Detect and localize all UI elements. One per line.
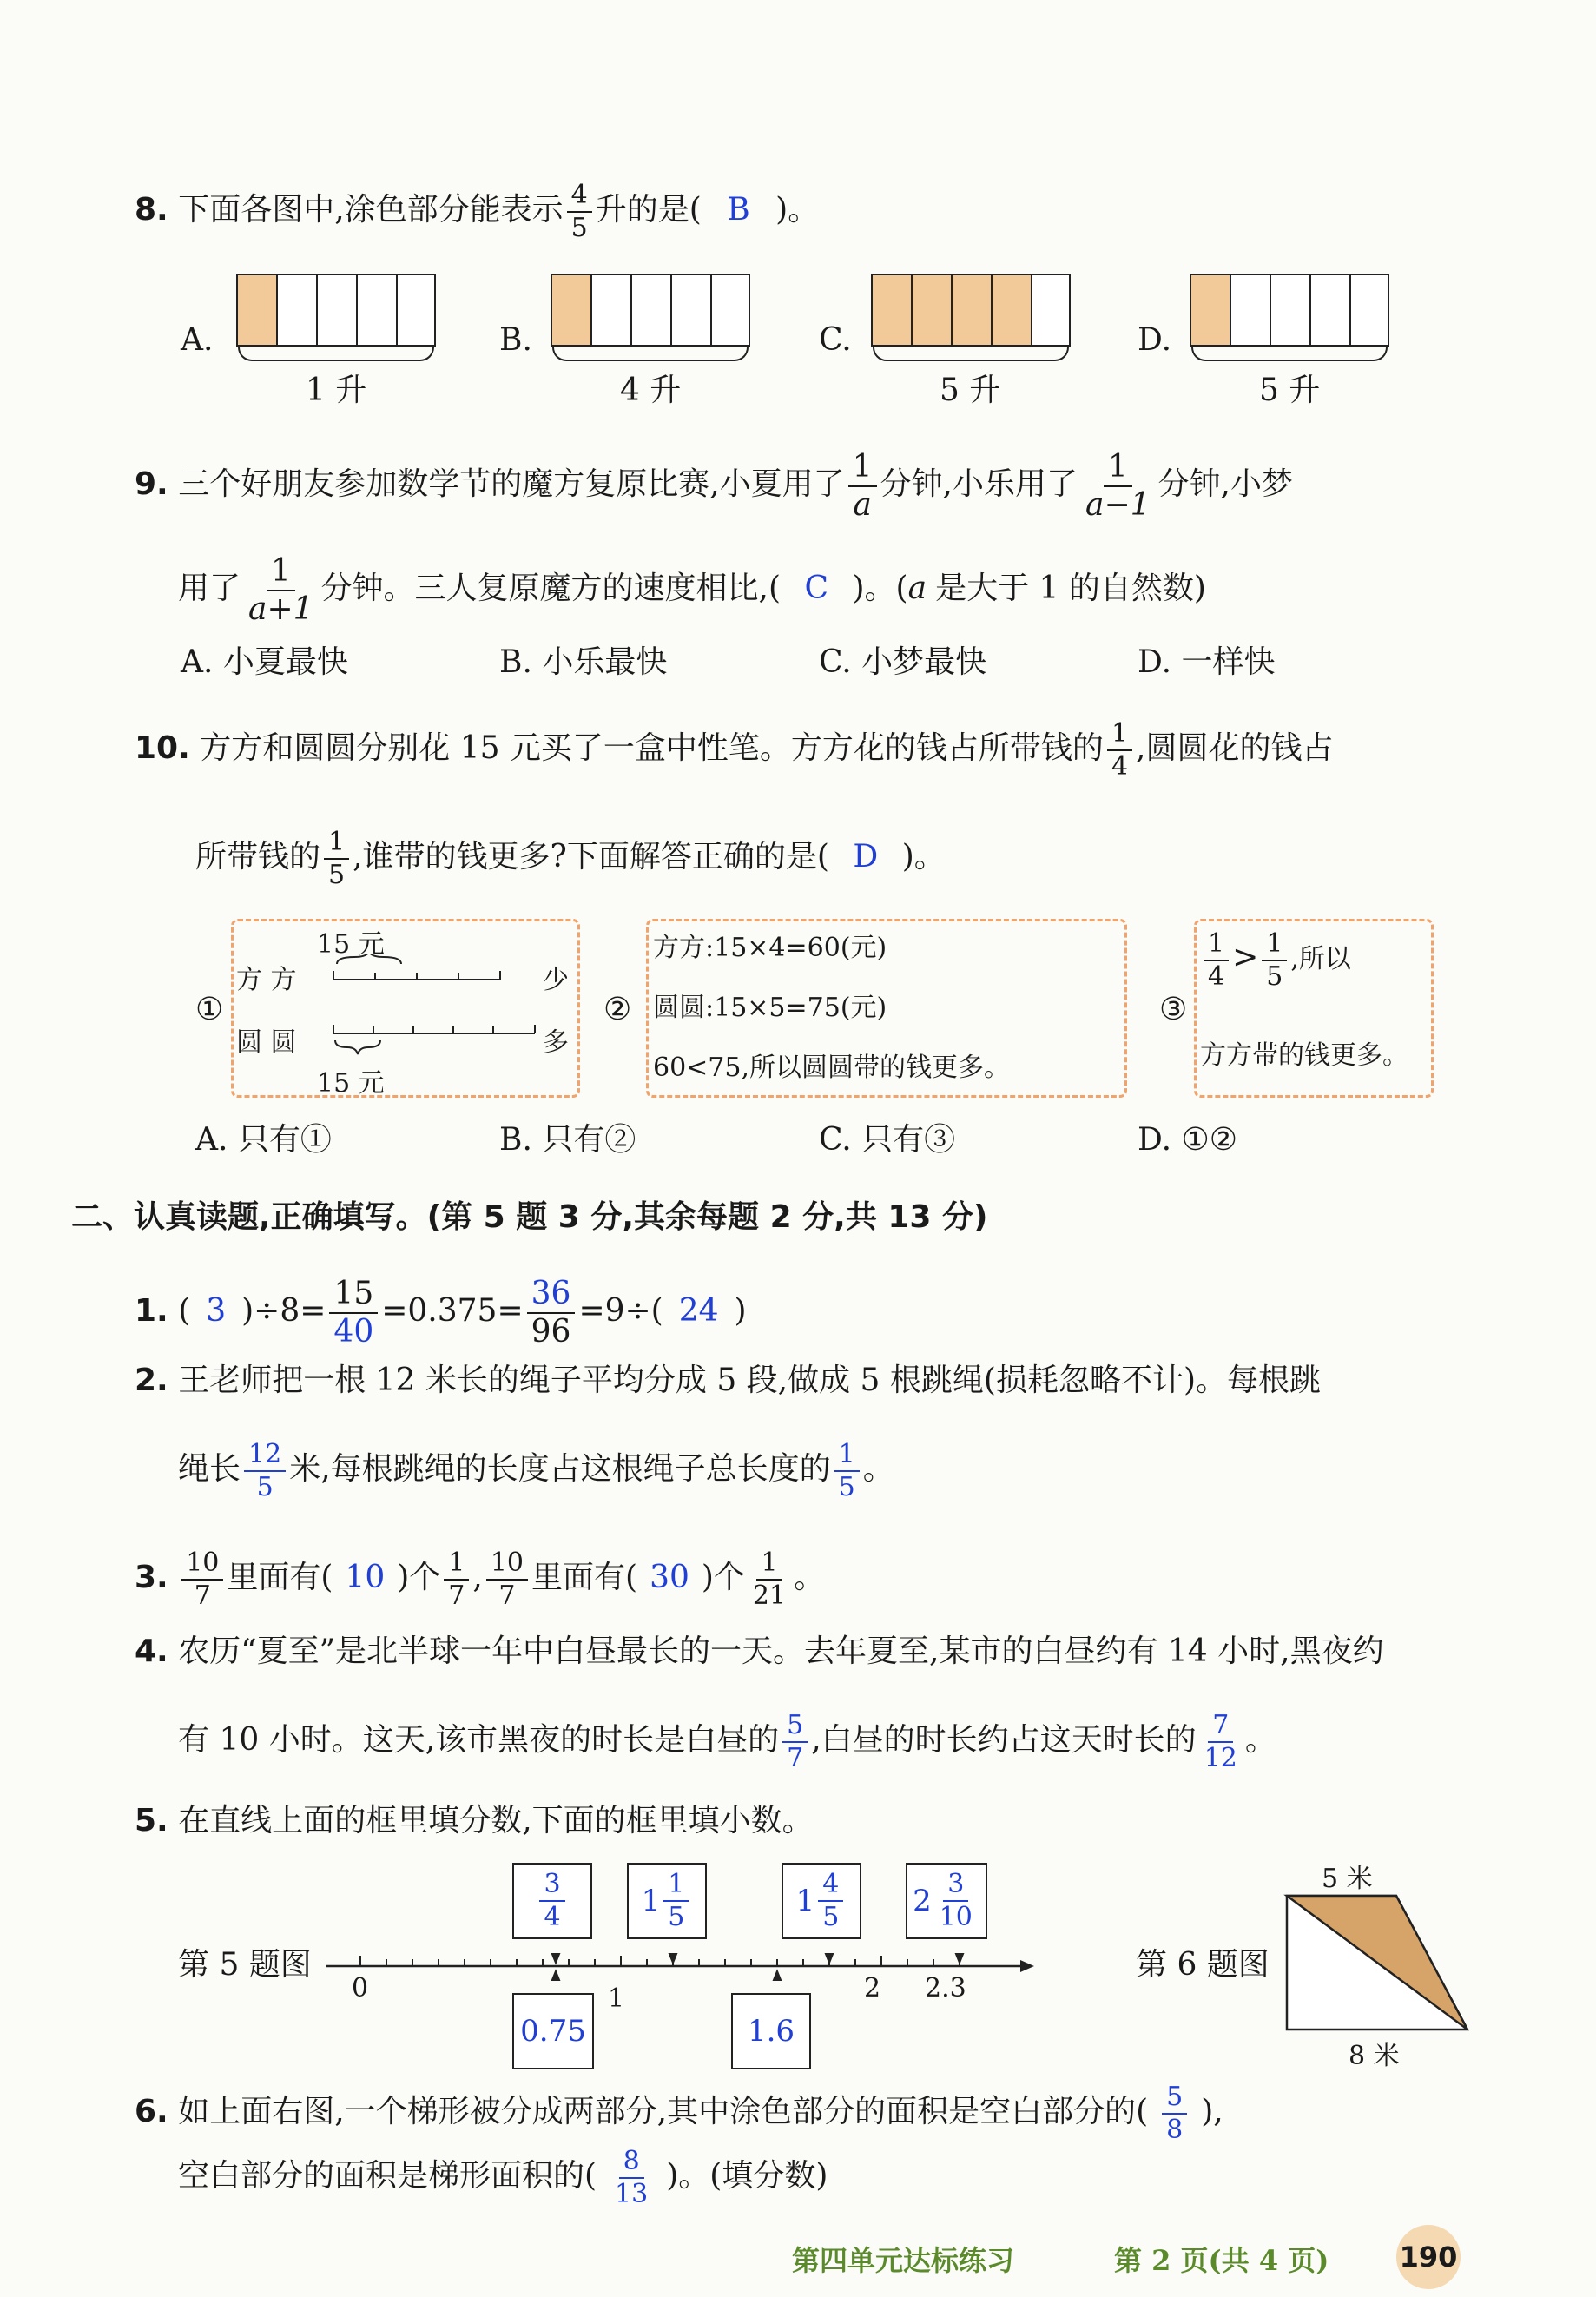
q8-option-c-label: C. <box>819 322 852 358</box>
frac-den: 4 <box>1111 751 1129 782</box>
f2-number: 2. <box>135 1363 168 1398</box>
f5-number: 5. <box>135 1803 168 1838</box>
tick-label-1: 1 <box>608 1983 625 2014</box>
q9-frac-2 <box>1081 449 1155 523</box>
f6-line1 <box>135 2084 1223 2143</box>
f3-frac-b <box>444 1550 469 1609</box>
f1-answer-2[interactable]: 24 <box>678 1293 719 1329</box>
bar-cell <box>358 275 398 345</box>
q9-number: 9. <box>135 466 168 502</box>
f1-eq-1: =0.375= <box>381 1293 524 1329</box>
f6-text-1b: ), <box>1201 2094 1223 2129</box>
q10-line1 <box>135 718 1334 782</box>
section-2-title: 二、认真读题,正确填写。(第 5 题 3 分,其余每题 2 分,共 13 分) <box>71 1199 988 1235</box>
f3-text-6: 。 <box>794 1560 826 1595</box>
q10-number: 10. <box>135 730 190 766</box>
frac-den: 5 <box>822 1902 840 1932</box>
f2-text-2a: 绳长 <box>178 1451 241 1487</box>
number-line-pointer <box>774 1971 781 1980</box>
frac-num: 7 <box>1208 1713 1233 1743</box>
q8-option-b-bar <box>551 274 750 347</box>
f5-top-box-2[interactable] <box>627 1863 707 1939</box>
q9-var: a <box>907 571 927 606</box>
frac-den: 10 <box>939 1902 973 1932</box>
frac-den: 7 <box>448 1581 465 1611</box>
f3-number: 3. <box>135 1560 168 1595</box>
q10-line2 <box>195 829 946 888</box>
frac-den: 5 <box>328 860 346 890</box>
q10-box3-mark: ③ <box>1159 992 1188 1027</box>
bar-cell <box>278 275 318 345</box>
q10-box3-line2: 方方带的钱更多。 <box>1200 1040 1408 1071</box>
q8-frac-den: 5 <box>570 213 588 243</box>
number-line-pointer <box>552 1954 559 1963</box>
q8-frac-num: 4 <box>567 182 592 213</box>
f3-frac-d <box>749 1550 790 1609</box>
q8-option-a-label: A. <box>181 322 214 358</box>
number-line-pointer <box>826 1954 833 1963</box>
bar-cell-filled <box>873 275 913 345</box>
trapezoid-figure <box>1282 1889 1481 2036</box>
bar-cell-filled <box>1191 275 1231 345</box>
mixed-frac <box>539 1871 564 1931</box>
frac-num: 15 <box>329 1278 378 1314</box>
mixed-whole: 1 <box>641 1884 661 1918</box>
q10-box2-mark: ② <box>603 992 632 1027</box>
f2-text-1: 王老师把一根 12 米长的绳子平均分成 5 段,做成 5 根跳绳(损耗忽略不计)。每根跳 <box>178 1363 1321 1398</box>
f4-text-2c: 。 <box>1244 1722 1276 1758</box>
mixed-frac <box>935 1871 977 1931</box>
frac-num: 3 <box>539 1871 564 1902</box>
q8-option-c-brace <box>873 347 1069 361</box>
frac-den: 12 <box>1204 1743 1237 1773</box>
q8-text-c: )。 <box>775 192 820 228</box>
q9-line1 <box>135 449 1293 523</box>
frac-den: 8 <box>1166 2115 1184 2145</box>
f4-number: 4. <box>135 1634 168 1669</box>
q8-option-c-bar <box>871 274 1071 347</box>
frac-den: 4 <box>1208 961 1225 992</box>
frac-num: 1 <box>1104 452 1132 487</box>
tick-label-2-3: 2.3 <box>925 1973 966 2003</box>
q9-text-d: 用了 <box>178 571 241 606</box>
q10-box3-frac-b <box>1262 928 1287 992</box>
f4-text-2b: ,白昼的时长约占这天时长的 <box>811 1722 1197 1758</box>
q10-frac-1 <box>1107 718 1132 782</box>
frac-den: 4 <box>544 1902 561 1932</box>
bar-cell <box>398 275 434 345</box>
greater-than-sign: > <box>1232 940 1259 975</box>
f4-line2 <box>178 1710 1276 1773</box>
f2-text-2b: 米,每根跳绳的长度占这根绳子总长度的 <box>289 1451 831 1487</box>
q9-line2 <box>178 553 1206 627</box>
frac-num: 1 <box>756 1550 782 1581</box>
f5-text: 在直线上面的框里填分数,下面的框里填小数。 <box>178 1803 814 1838</box>
q10-box3-compare <box>1200 928 1351 992</box>
f3-text-4: 里面有( <box>531 1560 638 1595</box>
f5-bottom-box-1[interactable]: 0.75 <box>512 1993 594 2069</box>
f3-line <box>135 1550 825 1609</box>
bar-cell <box>1351 275 1388 345</box>
q9-option-b[interactable]: B. 小乐最快 <box>499 644 668 680</box>
f3-text-3: , <box>472 1560 483 1595</box>
q10-frac-2 <box>324 829 349 888</box>
q10-box1-mark: ① <box>195 992 224 1027</box>
bar-cell <box>672 275 712 345</box>
number-line-pointer <box>552 1971 559 1980</box>
frac-den: 5 <box>838 1472 855 1502</box>
frac-den: a <box>853 487 872 523</box>
bar-cell <box>1271 275 1311 345</box>
frac-den: 7 <box>194 1581 211 1611</box>
f3-frac-a <box>181 1550 223 1609</box>
tick-label-0: 0 <box>352 1973 369 2003</box>
frac-den: 7 <box>498 1581 516 1611</box>
f2-answer-frac-b[interactable] <box>834 1439 860 1502</box>
mixed-frac <box>663 1871 689 1931</box>
q10-answer[interactable]: D <box>853 839 879 875</box>
frac-num: 12 <box>244 1442 286 1472</box>
frac-num: 1 <box>663 1871 689 1902</box>
bar-cell <box>1231 275 1271 345</box>
bar-cell-filled <box>993 275 1032 345</box>
q10-option-b[interactable]: B. 只有② <box>499 1122 636 1158</box>
frac-num: 1 <box>1204 931 1229 961</box>
trapezoid-top-length: 5 米 <box>1322 1864 1373 1894</box>
frac-num: 1 <box>444 1550 469 1581</box>
frac-num: 1 <box>1262 931 1287 961</box>
q10-option-c[interactable]: C. 只有③ <box>819 1122 956 1158</box>
frac-den: 13 <box>615 2179 649 2209</box>
f5-line <box>135 1799 814 1843</box>
q9-text-a: 三个好朋友参加数学节的魔方复原比赛,小夏用了 <box>178 466 845 502</box>
ticks-yuanyuan <box>333 1025 535 1033</box>
brace-top <box>337 954 401 964</box>
bar-cell <box>318 275 358 345</box>
q8-option-b-brace <box>552 347 749 361</box>
q8-text-b: 升的是( <box>595 192 702 228</box>
f3-text-5: )个 <box>701 1560 745 1595</box>
bar-cell <box>1032 275 1069 345</box>
f1-answer-den[interactable]: 40 <box>333 1314 374 1350</box>
q9-text-b: 分钟,小乐用了 <box>880 466 1078 502</box>
f1-answer-num[interactable]: 36 <box>527 1278 576 1314</box>
number-line-pointer <box>956 1954 963 1963</box>
bar-cell <box>712 275 749 345</box>
f5-bottom-box-2[interactable]: 1.6 <box>731 1993 811 2069</box>
f6-answer-frac-a[interactable] <box>1162 2084 1187 2143</box>
f6-line2 <box>178 2148 828 2208</box>
f1-frac-a <box>329 1278 378 1348</box>
frac-den: a+1 <box>248 591 313 627</box>
frac-num: 5 <box>1162 2084 1187 2115</box>
q10-box3-frac-a <box>1204 928 1229 992</box>
frac-num: 1 <box>848 452 877 487</box>
q8-option-c-caption: 5 升 <box>940 373 1001 408</box>
q10-box2-line2: 圆圆:15×5=75(元) <box>653 993 887 1023</box>
q10-option-a[interactable]: A. 只有① <box>195 1122 332 1158</box>
q10-text-c: 所带钱的 <box>195 839 321 875</box>
f1-eq-2: =9÷( <box>578 1293 663 1329</box>
mixed-whole: 1 <box>795 1884 815 1918</box>
f5-fig-label: 第 5 题图 <box>178 1947 312 1983</box>
q10-box1-diagram <box>330 954 538 1066</box>
q9-text-f: )。( <box>852 571 908 606</box>
f1-number: 1. <box>135 1293 168 1329</box>
frac-num: 4 <box>818 1871 843 1902</box>
frac-num: 1 <box>1107 721 1132 751</box>
q8-text-a: 下面各图中,涂色部分能表示 <box>178 192 564 228</box>
q8-stem <box>135 182 819 241</box>
q9-option-c[interactable]: C. 小梦最快 <box>819 644 987 680</box>
f3-text-2: )个 <box>397 1560 441 1595</box>
f5-top-box-3[interactable] <box>782 1863 861 1939</box>
brace-bottom <box>335 1040 380 1054</box>
f3-frac-c <box>486 1550 528 1609</box>
f3-answer-1[interactable]: 10 <box>345 1560 386 1595</box>
number-line-pointer <box>669 1954 676 1963</box>
f4-line1 <box>135 1630 1384 1673</box>
f1-frac-b <box>527 1278 576 1348</box>
q8-answer[interactable]: B <box>727 192 750 228</box>
f1-line <box>135 1278 747 1348</box>
mixed-whole: 2 <box>913 1884 932 1918</box>
page-number-badge: 190 <box>1396 2225 1461 2289</box>
trapezoid-bottom-length: 8 米 <box>1349 2041 1400 2071</box>
frac-num: 1 <box>267 556 295 591</box>
f6-answer-frac-b[interactable] <box>610 2148 652 2208</box>
q8-option-b-caption: 4 升 <box>620 373 682 408</box>
q9-text-e: 分钟。三人复原魔方的速度相比,( <box>320 571 782 606</box>
frac-den: 5 <box>256 1472 274 1502</box>
q8-option-d-brace <box>1191 347 1388 361</box>
frac-den: a−1 <box>1085 487 1151 523</box>
q9-text-c: 分钟,小梦 <box>1157 466 1293 502</box>
q10-text-a: 方方和圆圆分别花 15 元买了一盒中性笔。方方花的钱占所带钱的 <box>200 730 1104 766</box>
q8-option-a-bar <box>236 274 436 347</box>
q10-box1-top-label: 15 元 <box>317 929 385 960</box>
f1-paren-open: ( <box>178 1293 191 1329</box>
frac-num: 1 <box>324 829 349 860</box>
frac-num: 8 <box>619 2148 644 2179</box>
q8-option-b-label: B. <box>499 322 532 358</box>
bar-cell-filled <box>913 275 953 345</box>
q8-option-d-caption: 5 升 <box>1259 373 1321 408</box>
frac-num: 10 <box>486 1550 528 1581</box>
bar-cell <box>632 275 672 345</box>
footer-page: 第 2 页(共 4 页) <box>1114 2244 1329 2277</box>
f2-text-2c: 。 <box>862 1451 894 1487</box>
f6-number: 6. <box>135 2094 168 2129</box>
q9-option-a[interactable]: A. 小夏最快 <box>181 644 348 680</box>
q8-fraction <box>567 182 592 241</box>
q10-text-b: ,圆圆花的钱占 <box>1136 730 1334 766</box>
q10-text-e: )。 <box>901 839 946 875</box>
f4-text-2a: 有 10 小时。这天,该市黑夜的时长是白昼的 <box>178 1722 780 1758</box>
q8-option-a-caption: 1 升 <box>306 373 367 408</box>
q9-frac-3 <box>244 553 318 627</box>
bar-cell-filled <box>953 275 993 345</box>
f5-top-box-4[interactable] <box>906 1863 987 1939</box>
f3-answer-2[interactable]: 30 <box>650 1560 689 1595</box>
q8-option-d-bar <box>1190 274 1389 347</box>
q9-answer[interactable]: C <box>804 571 829 606</box>
ticks-fangfang <box>333 971 500 980</box>
f6-text-1a: 如上面右图,一个梯形被分成两部分,其中涂色部分的面积是空白部分的( <box>178 2094 1149 2129</box>
f4-answer-frac-b[interactable] <box>1200 1710 1242 1773</box>
bar-cell-filled <box>552 275 592 345</box>
q10-box1-row2: 圆 圆 <box>236 1027 297 1058</box>
tick-label-2: 2 <box>864 1973 881 2003</box>
f1-paren-close: ) <box>734 1293 747 1329</box>
f1-div-8: )÷8= <box>241 1293 326 1329</box>
frac-den: 21 <box>752 1581 787 1611</box>
q10-box1-more: 多 <box>543 1027 569 1058</box>
bar-cell-filled <box>238 275 278 345</box>
q8-option-a-brace <box>238 347 434 361</box>
frac-num: 3 <box>943 1871 968 1902</box>
bar-cell <box>1311 275 1351 345</box>
frac-den: 5 <box>1266 961 1283 992</box>
q9-frac-1 <box>848 449 877 523</box>
number-line-arrow <box>1020 1960 1034 1972</box>
q9-option-d[interactable]: D. 一样快 <box>1138 644 1276 680</box>
frac-num: 10 <box>181 1550 223 1581</box>
frac-den: 7 <box>787 1743 804 1773</box>
q10-text-d: ,谁带的钱更多?下面解答正确的是( <box>353 839 829 875</box>
q10-box1-bottom-label: 15 元 <box>317 1068 385 1099</box>
f1-answer-1[interactable]: 3 <box>206 1293 227 1329</box>
q10-box1-less: 少 <box>543 965 569 995</box>
bar-cell <box>592 275 632 345</box>
f2-line2 <box>178 1439 894 1502</box>
f4-text-1: 农历“夏至”是北半球一年中白昼最长的一天。去年夏至,某市的白昼约有 14 小时,黑夜约 <box>178 1634 1384 1669</box>
f2-answer-frac-a[interactable] <box>244 1439 286 1502</box>
frac-den: 96 <box>531 1314 571 1350</box>
f6-text-2b: )。(填分数) <box>666 2158 828 2194</box>
f5-top-box-1[interactable] <box>512 1863 592 1939</box>
mixed-frac <box>818 1871 843 1931</box>
footer-unit: 第四单元达标练习 <box>792 2244 1015 2277</box>
f6-text-2a: 空白部分的面积是梯形面积的( <box>178 2158 597 2194</box>
q8-option-d-label: D. <box>1138 322 1172 358</box>
q10-box3-so: ,所以 <box>1290 944 1351 974</box>
f3-text-1: 里面有( <box>227 1560 333 1595</box>
frac-num: 5 <box>782 1713 808 1743</box>
q9-text-g: 是大于 1 的自然数) <box>935 571 1206 606</box>
f6-fig-label: 第 6 题图 <box>1136 1947 1270 1983</box>
q10-box1-row1: 方 方 <box>236 965 297 995</box>
f2-line1 <box>135 1359 1321 1403</box>
f4-answer-frac-a[interactable] <box>782 1710 808 1773</box>
frac-num: 1 <box>834 1442 860 1472</box>
frac-den: 5 <box>668 1902 685 1932</box>
q10-box2-line1: 方方:15×4=60(元) <box>653 933 887 963</box>
q10-option-d[interactable]: D. ①② <box>1138 1122 1238 1158</box>
q10-box2-line3: 60<75,所以圆圆带的钱更多。 <box>653 1053 1011 1083</box>
q8-number: 8. <box>135 192 168 228</box>
